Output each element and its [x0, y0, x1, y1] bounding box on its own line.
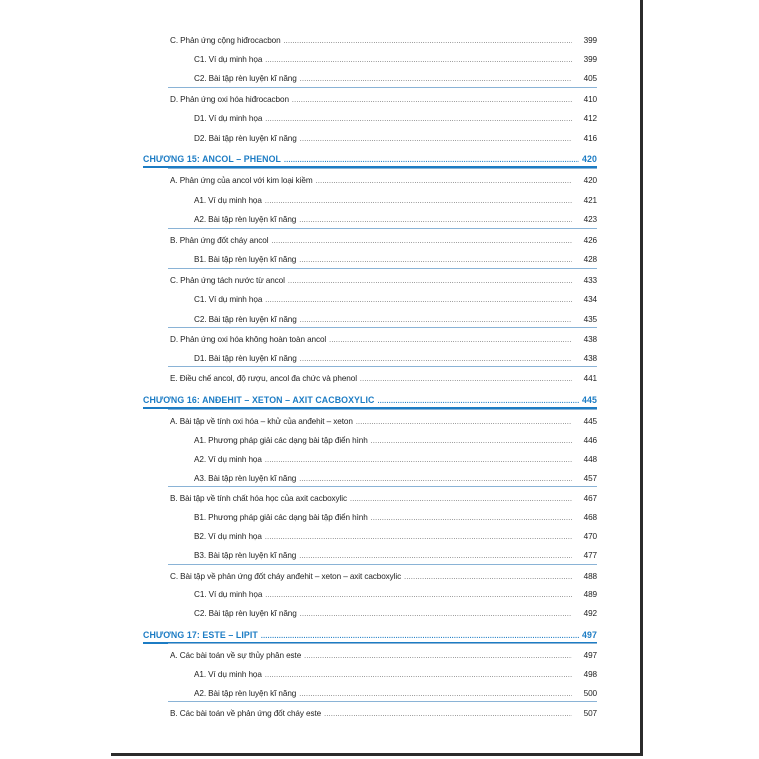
- entry-page-number: 399: [583, 55, 597, 64]
- dot-leader: [356, 419, 572, 426]
- entry-page-number: 489: [583, 590, 597, 599]
- dot-leader: [329, 337, 572, 344]
- entry-title: C2. Bài tập rèn luyện kĩ năng: [194, 74, 297, 83]
- toc-subsection-entry[interactable]: [194, 551, 597, 560]
- entry-title: D. Phản ứng oxi hóa không hoàn toàn ancol: [170, 335, 327, 344]
- chapter-page-number: 497: [582, 630, 597, 640]
- dot-leader: [324, 711, 572, 718]
- entry-page-number: 470: [583, 532, 597, 541]
- chapter-title: CHƯƠNG 15: ANCOL – PHENOL: [143, 154, 282, 164]
- toc-subsection-entry[interactable]: [194, 295, 597, 304]
- dot-leader: [265, 116, 572, 123]
- toc-subsection-entry[interactable]: [194, 196, 597, 205]
- entry-title: C. Bài tập về phản ứng đốt cháy anđehit – xeton – axit cacboxylic: [170, 572, 402, 581]
- toc-section-entry[interactable]: [170, 494, 597, 503]
- entry-page-number: 500: [583, 689, 597, 698]
- dot-leader: [360, 376, 572, 383]
- dot-leader: [265, 457, 572, 464]
- dot-leader: [350, 496, 572, 503]
- toc-section-entry[interactable]: [170, 374, 597, 383]
- entry-title: A1. Ví dụ minh họa: [194, 196, 262, 205]
- dot-leader: [299, 691, 572, 698]
- entry-page-number: 412: [583, 114, 597, 123]
- dot-leader: [292, 97, 572, 104]
- dot-leader: [288, 278, 572, 285]
- section-separator: [168, 643, 597, 644]
- toc-subsection-entry[interactable]: [194, 474, 597, 483]
- dot-leader: [316, 178, 572, 185]
- entry-page-number: 441: [583, 374, 597, 383]
- entry-page-number: 438: [583, 335, 597, 344]
- section-separator: [168, 486, 597, 487]
- entry-page-number: 410: [583, 95, 597, 104]
- toc-subsection-entry[interactable]: [194, 513, 597, 522]
- entry-page-number: 426: [583, 236, 597, 245]
- entry-title: D1. Bài tập rèn luyện kĩ năng: [194, 354, 297, 363]
- toc-section-entry[interactable]: [170, 236, 597, 245]
- toc-section-entry[interactable]: [170, 276, 597, 285]
- dot-leader: [299, 476, 572, 483]
- chapter-title: CHƯƠNG 16: ANĐEHIT – XETON – AXIT CACBOXYLIC: [143, 395, 375, 405]
- toc-subsection-entry[interactable]: [194, 532, 597, 541]
- entry-title: C1. Ví dụ minh họa: [194, 590, 263, 599]
- dot-leader: [300, 317, 572, 324]
- toc-subsection-entry[interactable]: [194, 55, 597, 64]
- dot-leader: [265, 534, 572, 541]
- dot-leader: [299, 217, 572, 224]
- entry-page-number: 428: [583, 255, 597, 264]
- entry-title: B. Phản ứng đốt cháy ancol: [170, 236, 269, 245]
- entry-title: C2. Bài tập rèn luyện kĩ năng: [194, 609, 297, 618]
- section-separator: [168, 564, 597, 565]
- section-separator: [168, 268, 597, 269]
- toc-subsection-entry[interactable]: [194, 74, 597, 83]
- toc-section-entry[interactable]: [170, 709, 597, 718]
- entry-page-number: 497: [583, 651, 597, 660]
- dot-leader: [265, 672, 572, 679]
- entry-title: A2. Bài tập rèn luyện kĩ năng: [194, 689, 297, 698]
- entry-title: B2. Ví dụ minh họa: [194, 532, 262, 541]
- dot-leader: [284, 38, 572, 45]
- section-separator: [168, 228, 597, 229]
- entry-page-number: 457: [583, 474, 597, 483]
- entry-page-number: 435: [583, 315, 597, 324]
- toc-section-entry[interactable]: [170, 572, 597, 581]
- entry-page-number: 507: [583, 709, 597, 718]
- dot-leader: [265, 592, 572, 599]
- dot-leader: [300, 611, 572, 618]
- entry-title: C1. Ví dụ minh họa: [194, 295, 263, 304]
- entry-page-number: 433: [583, 276, 597, 285]
- toc-subsection-entry[interactable]: [194, 670, 597, 679]
- section-separator: [168, 366, 597, 367]
- entry-page-number: 488: [583, 572, 597, 581]
- entry-title: E. Điều chế ancol, độ rượu, ancol đa chức và phenol: [170, 374, 357, 383]
- entry-title: B1. Phương pháp giải các dạng bài tập điển hình: [194, 513, 368, 522]
- entry-page-number: 468: [583, 513, 597, 522]
- entry-title: C2. Bài tập rèn luyện kĩ năng: [194, 315, 297, 324]
- chapter-heading[interactable]: [143, 154, 597, 164]
- toc-subsection-entry[interactable]: [194, 455, 597, 464]
- entry-title: C1. Ví dụ minh họa: [194, 55, 263, 64]
- entry-title: D. Phản ứng oxi hóa hiđrocacbon: [170, 95, 289, 104]
- entry-page-number: 498: [583, 670, 597, 679]
- toc-subsection-entry[interactable]: [194, 134, 597, 143]
- section-separator: [168, 168, 597, 169]
- dot-leader: [300, 76, 572, 83]
- dot-leader: [284, 157, 579, 164]
- entry-title: B3. Bài tập rèn luyện kĩ năng: [194, 551, 297, 560]
- dot-leader: [299, 553, 572, 560]
- dot-leader: [300, 356, 572, 363]
- toc-subsection-entry[interactable]: [194, 255, 597, 264]
- section-separator: [168, 701, 597, 702]
- entry-title: B1. Bài tập rèn luyện kĩ năng: [194, 255, 297, 264]
- toc-section-entry[interactable]: [170, 36, 597, 45]
- book-page: [111, 0, 643, 756]
- entry-page-number: 477: [583, 551, 597, 560]
- toc-subsection-entry[interactable]: [194, 609, 597, 618]
- entry-title: A2. Bài tập rèn luyện kĩ năng: [194, 215, 297, 224]
- section-separator: [168, 87, 597, 88]
- entry-page-number: 434: [583, 295, 597, 304]
- entry-title: D1. Ví dụ minh họa: [194, 114, 263, 123]
- toc-section-entry[interactable]: [170, 651, 597, 660]
- entry-page-number: 448: [583, 455, 597, 464]
- chapter-page-number: 445: [582, 395, 597, 405]
- entry-page-number: 423: [583, 215, 597, 224]
- toc-subsection-entry[interactable]: [194, 315, 597, 324]
- dot-leader: [265, 297, 572, 304]
- entry-title: A2. Ví dụ minh họa: [194, 455, 262, 464]
- dot-leader: [261, 633, 579, 640]
- entry-title: B. Các bài toán về phản ứng đốt cháy este: [170, 709, 322, 718]
- entry-page-number: 438: [583, 354, 597, 363]
- dot-leader: [271, 238, 572, 245]
- chapter-page-number: 420: [582, 154, 597, 164]
- entry-page-number: 445: [583, 417, 597, 426]
- entry-title: C. Phản ứng tách nước từ ancol: [170, 276, 285, 285]
- entry-page-number: 492: [583, 609, 597, 618]
- entry-title: A3. Bài tập rèn luyện kĩ năng: [194, 474, 297, 483]
- entry-title: A. Các bài toán về sự thủy phân este: [170, 651, 302, 660]
- entry-page-number: 416: [583, 134, 597, 143]
- chapter-heading[interactable]: [143, 395, 597, 405]
- toc-subsection-entry[interactable]: [194, 590, 597, 599]
- toc-subsection-entry[interactable]: [194, 114, 597, 123]
- entry-page-number: 467: [583, 494, 597, 503]
- dot-leader: [378, 398, 580, 405]
- toc-section-entry[interactable]: [170, 95, 597, 104]
- entry-title: D2. Bài tập rèn luyện kĩ năng: [194, 134, 297, 143]
- toc-section-entry[interactable]: [170, 176, 597, 185]
- dot-leader: [265, 198, 572, 205]
- toc-section-entry[interactable]: [170, 335, 597, 344]
- dot-leader: [404, 574, 572, 581]
- entry-title: C. Phản ứng cộng hiđrocacbon: [170, 36, 281, 45]
- dot-leader: [304, 653, 572, 660]
- entry-page-number: 399: [583, 36, 597, 45]
- entry-title: A1. Phương pháp giải các dạng bài tập điển hình: [194, 436, 368, 445]
- entry-page-number: 420: [583, 176, 597, 185]
- chapter-heading[interactable]: [143, 630, 597, 640]
- entry-title: A. Bài tập về tính oxi hóa – khử của anđehit – xeton: [170, 417, 353, 426]
- toc-subsection-entry[interactable]: [194, 354, 597, 363]
- entry-page-number: 405: [583, 74, 597, 83]
- entry-title: B. Bài tập về tính chất hóa học của axit cacboxylic: [170, 494, 347, 503]
- entry-page-number: 421: [583, 196, 597, 205]
- dot-leader: [371, 438, 572, 445]
- entry-title: A1. Ví dụ minh họa: [194, 670, 262, 679]
- entry-page-number: 446: [583, 436, 597, 445]
- toc-subsection-entry[interactable]: [194, 689, 597, 698]
- dot-leader: [371, 515, 572, 522]
- dot-leader: [300, 136, 572, 143]
- chapter-title: CHƯƠNG 17: ESTE – LIPIT: [143, 630, 258, 640]
- dot-leader: [265, 57, 572, 64]
- toc-section-entry[interactable]: [170, 417, 597, 426]
- toc-subsection-entry[interactable]: [194, 436, 597, 445]
- section-separator: [168, 409, 597, 410]
- dot-leader: [299, 257, 572, 264]
- toc-subsection-entry[interactable]: [194, 215, 597, 224]
- section-separator: [168, 327, 597, 328]
- entry-title: A. Phản ứng của ancol với kim loại kiềm: [170, 176, 313, 185]
